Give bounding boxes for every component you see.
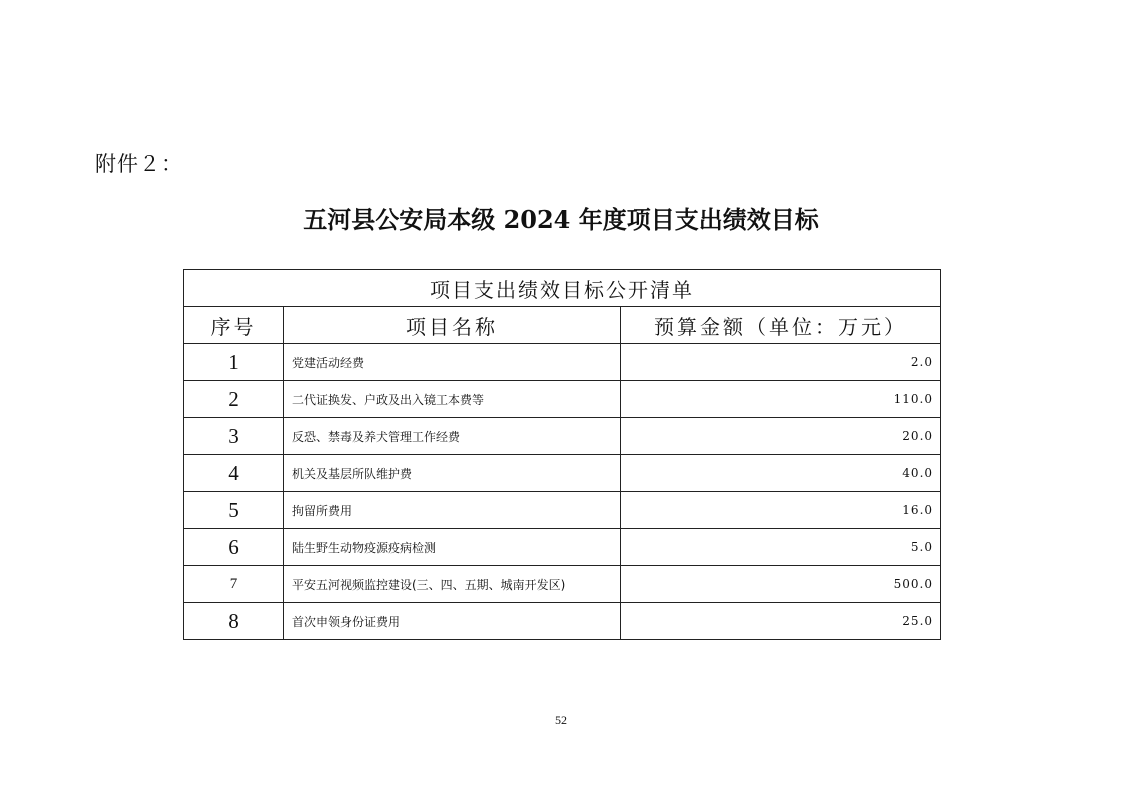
row-budget-amount: 2.0	[621, 344, 941, 381]
table-row	[184, 418, 941, 455]
table-row	[184, 344, 941, 381]
table-row	[184, 455, 941, 492]
row-project-name: 机关及基层所队维护费	[284, 455, 621, 492]
row-budget-amount: 5.0	[621, 529, 941, 566]
table-caption: 项目支出绩效目标公开清单	[184, 270, 941, 307]
row-project-name: 反恐、禁毒及养犬管理工作经费	[284, 418, 621, 455]
row-project-name: 平安五河视频监控建设(三、四、五期、城南开发区)	[284, 566, 621, 603]
row-seq: 1	[184, 344, 284, 381]
table-row	[184, 529, 941, 566]
page-number: 52	[555, 713, 567, 727]
row-budget-amount: 110.0	[621, 381, 941, 418]
row-project-name: 党建活动经费	[284, 344, 621, 381]
header-project-name: 项目名称	[284, 307, 621, 344]
table-header-row	[184, 307, 941, 344]
row-seq: 5	[184, 492, 284, 529]
table-row	[184, 603, 941, 640]
row-budget-amount: 25.0	[621, 603, 941, 640]
table-row	[184, 381, 941, 418]
attachment-label: 附件２：	[95, 152, 183, 176]
header-seq: 序号	[184, 307, 284, 344]
row-budget-amount: 500.0	[621, 566, 941, 603]
row-budget-amount: 16.0	[621, 492, 941, 529]
row-budget-amount: 20.0	[621, 418, 941, 455]
row-project-name: 二代证换发、户政及出入镜工本费等	[284, 381, 621, 418]
row-seq: 4	[184, 455, 284, 492]
header-budget-amount: 预算金额（单位：万元）	[621, 307, 941, 344]
row-project-name: 陆生野生动物疫源疫病检测	[284, 529, 621, 566]
table-row	[184, 492, 941, 529]
row-seq: 7	[184, 566, 284, 603]
row-project-name: 首次申领身份证费用	[284, 603, 621, 640]
row-budget-amount: 40.0	[621, 455, 941, 492]
document-title: 五河县公安局本级 2024 年度项目支出绩效目标	[303, 205, 819, 234]
row-seq: 3	[184, 418, 284, 455]
row-project-name: 拘留所费用	[284, 492, 621, 529]
row-seq: 8	[184, 603, 284, 640]
table-caption-row	[184, 270, 941, 307]
performance-target-table	[183, 269, 941, 640]
table-row	[184, 566, 941, 603]
row-seq: 2	[184, 381, 284, 418]
row-seq: 6	[184, 529, 284, 566]
